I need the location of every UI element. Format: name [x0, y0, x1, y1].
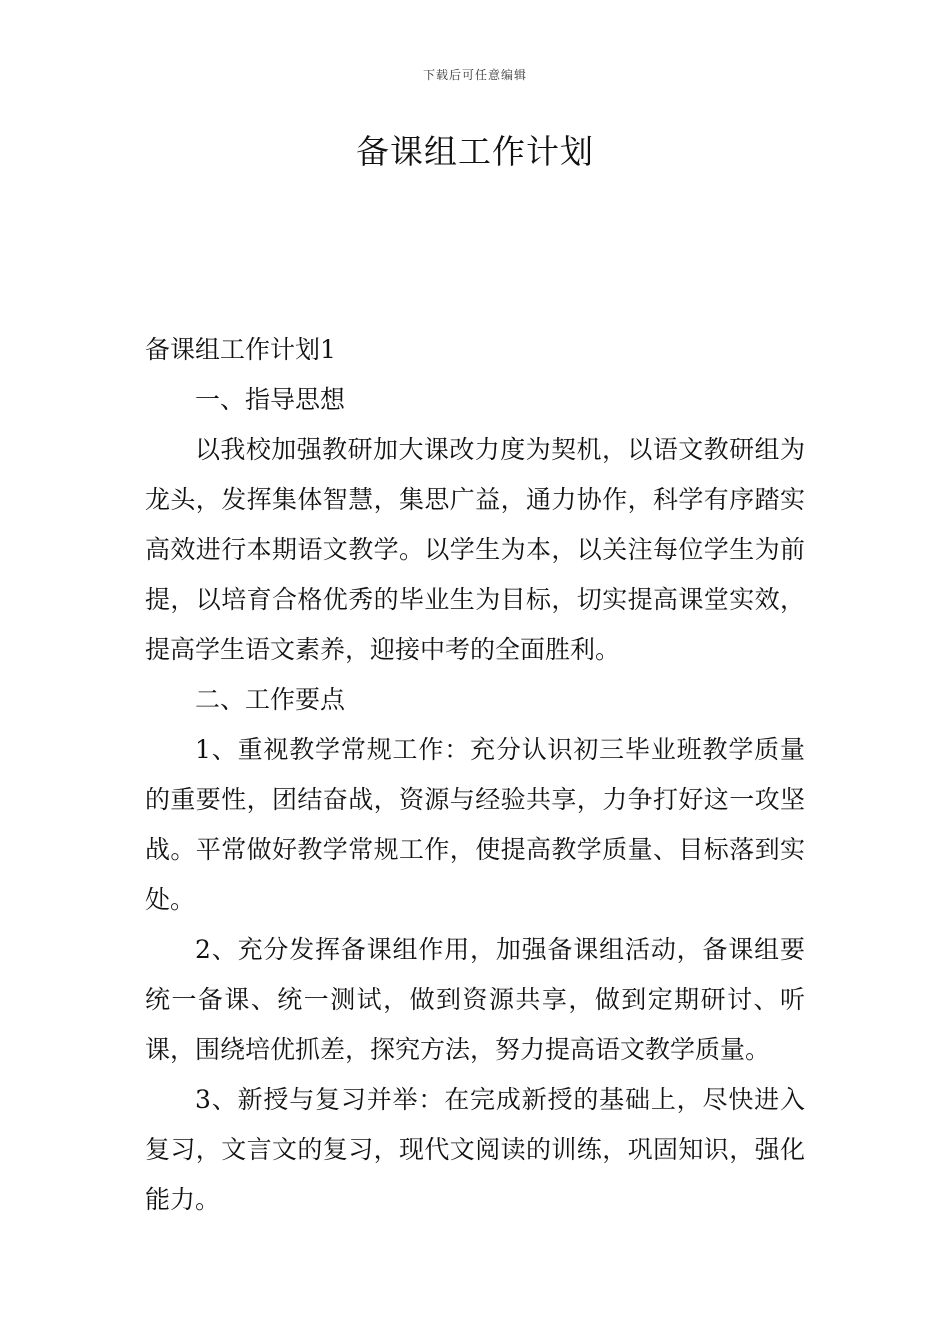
section-heading-points: 二、工作要点 [195, 685, 346, 714]
header-note: 下载后可任意编辑 [422, 68, 527, 82]
section-heading-guiding: 一、指导思想 [195, 385, 346, 414]
document-title: 备课组工作计划 [356, 132, 594, 171]
paragraph-point-3: 3、新授与复习并举：在完成新授的基础上，尽快进入复习，文言文的复习，现代文阅读的训练，巩固知识，强化能力。 [145, 1085, 805, 1214]
paragraph-guiding: 以我校加强教研加大课改力度为契机，以语文教研组为龙头，发挥集体智慧，集思广益，通力协作，科学有序踏实高效进行本期语文教学。以学生为本，以关注每位学生为前提，以培育合格优秀的毕业生为目标，切实提高课堂实效，提高学生语文素养，迎接中考的全面胜利。 [145, 435, 805, 664]
plan-subtitle: 备课组工作计划1 [145, 335, 336, 364]
paragraph-point-1: 1、重视教学常规工作：充分认识初三毕业班教学质量的重要性，团结奋战，资源与经验共享，力争打好这一攻坚战。平常做好教学常规工作，使提高教学质量、目标落到实处。 [145, 735, 805, 914]
document-body [145, 325, 805, 1225]
paragraph-point-2: 2、充分发挥备课组作用，加强备课组活动，备课组要统一备课、统一测试，做到资源共享，做到定期研讨、听课，围绕培优抓差，探究方法，努力提高语文教学质量。 [145, 935, 805, 1064]
